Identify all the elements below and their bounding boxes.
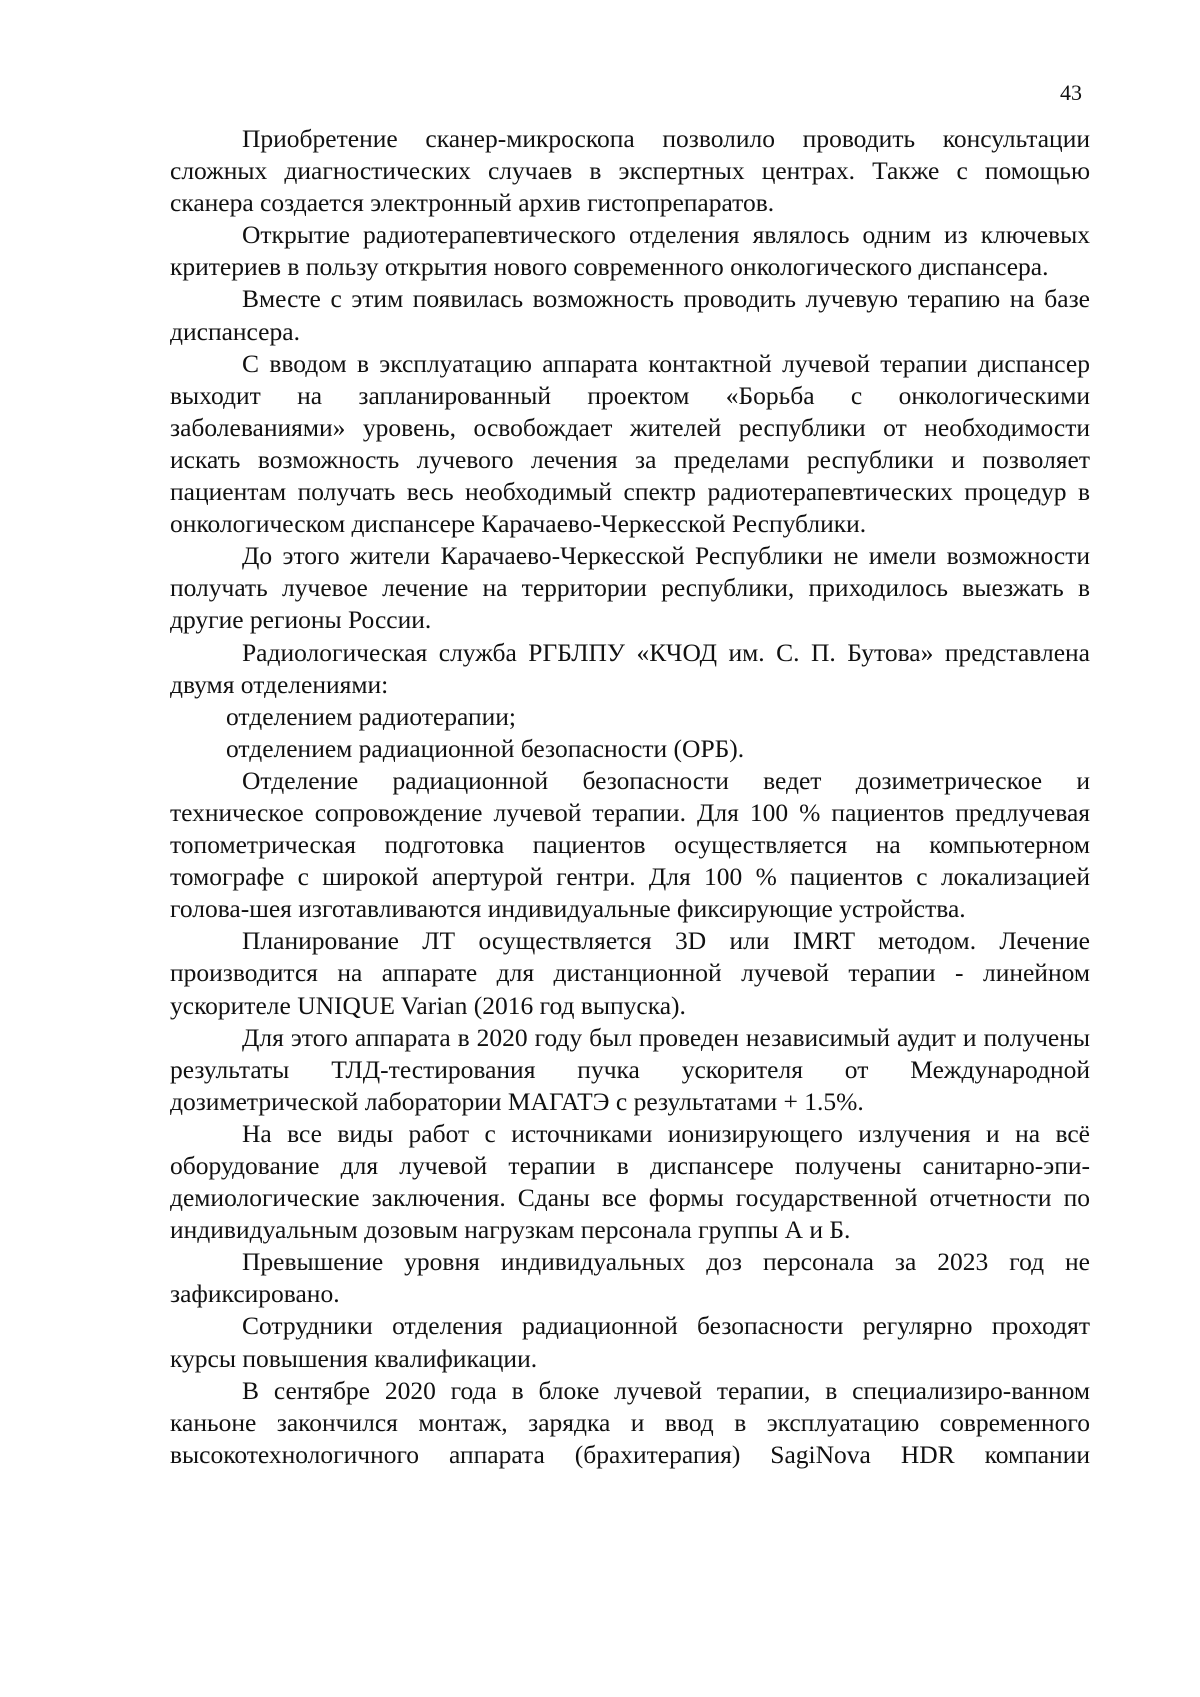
paragraph-radiology-service: Радиологическая служба РГБЛПУ «КЧОД им. С. П. Бутова» представлена двумя отделениями: [170,637,1090,699]
page-number: 43 [1060,80,1082,105]
paragraph-contact-radiotherapy: С вводом в эксплуатацию аппарата контактной лучевой терапии диспансер выходит на запланированный проектом «Борьба с онкологическими заболеваниями» уровень, освобождает жителей республики от необходимости искать возможность лучевого лечения за пределами республики и позволяет пациентам получать весь необходимый спектр радиотерапевтических процедур в онкологическом диспансере Карачаево-Черкесской Республики. [170,348,1090,539]
paragraph-radiotherapy-department-opening: Открытие радиотерапевтического отделения являлось одним из ключевых критериев в пользу открытия нового современного онкологического диспансера. [170,220,1090,282]
paragraph-staff-training: Сотрудники отделения радиационной безопасности регулярно проходят курсы повышения квалификации. [170,1311,1090,1373]
paragraph-scanner-microscope: Приобретение сканер-микроскопа позволило проводить консультации сложных диагностических случаев в экспертных центрах. Также с помощью сканера создается электронный архив гистопрепаратов. [170,124,1090,218]
paragraph-saginova: В сентябре 2020 года в блоке лучевой терапии, в специализиро-ванном каньоне закончился монтаж, зарядка и ввод в эксплуатацию современного высокотехнологичного аппарата (брахитерапия) SagiNova HDR компании [170,1375,1090,1469]
paragraph-dose-levels: Превышение уровня индивидуальных доз персонала за 2023 год не зафиксировано. [170,1247,1090,1309]
paragraph-sanitary-conclusions: На все виды работ с источниками ионизирующего излучения и на всё оборудование для лучевой терапии в диспансере получены санитарно-эпидемиологические заключения. Сданы все формы государственной отчетности по индивидуальным дозовым нагрузкам персонала группы А и Б. [170,1118,1090,1245]
paragraph-audit: Для этого аппарата в 2020 году был проведен независимый аудит и получены результаты ТЛД-тестирования пучка ускорителя от Международной дозиметрической лаборатории МАГАТЭ с результатами + 1.5%. [170,1022,1090,1116]
document-body [170,123,1090,1471]
paragraph-before-residents: До этого жители Карачаево-Черкесской Республики не имели возможности получать лучевое лечение на территории республики, приходилось выезжать в другие регионы России. [170,541,1090,635]
paragraph-planning: Планирование ЛТ осуществляется 3D или IMRT методом. Лечение производится на аппарате для дистанционной лучевой терапии - линейном ускорителе UNIQUE Varian (2016 год выпуска). [170,926,1090,1020]
paragraph-radiation-therapy-possibility: Вместе с этим появилась возможность проводить лучевую терапию на базе диспансера. [170,284,1090,346]
list-item-radiotherapy-department: отделением радиотерапии; [226,701,517,731]
list-item-radiation-safety-department: отделением радиационной безопасности (ОРБ). [226,733,745,763]
paragraph-radiation-safety-support: Отделение радиационной безопасности ведет дозиметрическое и техническое сопровождение лучевой терапии. Для 100 % пациентов предлучевая топометрическая подготовка пациентов осуществляется на компьютерном томографе с широкой апертурой гентри. Для 100 % пациентов с локализацией голова-шея изготавливаются индивидуальные фиксирующие устройства. [170,765,1090,924]
